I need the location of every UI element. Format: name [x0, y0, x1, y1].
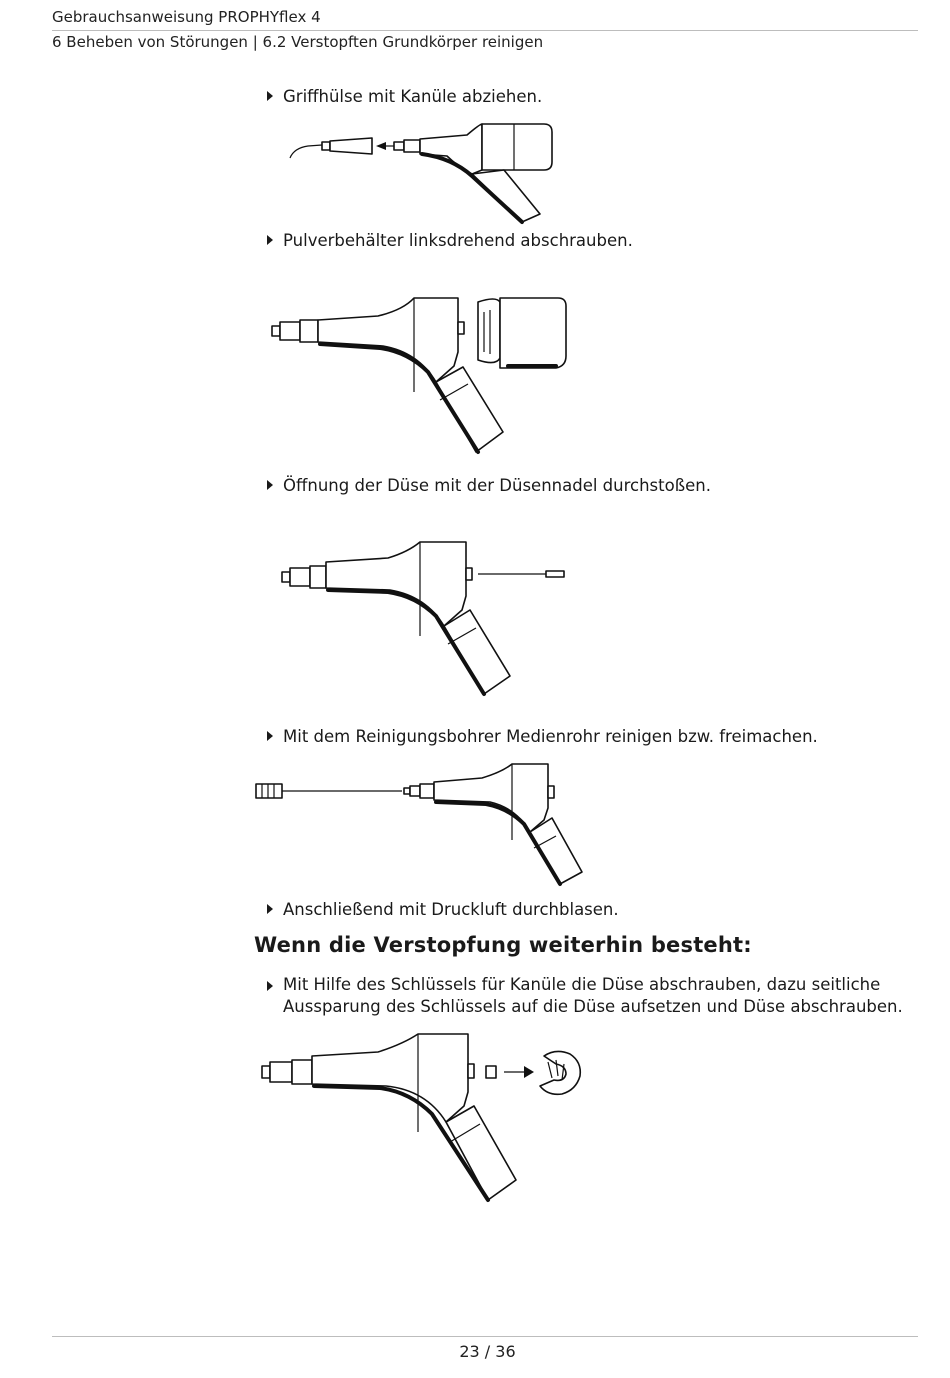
page-number: 23 / 36	[459, 1342, 516, 1361]
header-divider	[52, 30, 918, 31]
instruction-step-6	[267, 974, 903, 1018]
instruction-step-5	[267, 899, 619, 921]
step-text-line-1: Mit Hilfe des Schlüssels für Kanüle die Düse abschrauben, dazu seitliche	[283, 975, 881, 994]
document-title: Gebrauchsanweisung PROPHYflex 4	[52, 8, 321, 26]
step-text-line-2: Aussparung des Schlüssels auf die Düse aufsetzen und Düse abschrauben.	[283, 997, 903, 1016]
step-bullet-icon	[267, 480, 273, 490]
step-bullet-icon	[267, 235, 273, 245]
illustration-remove-sleeve	[282, 118, 572, 226]
instruction-step-1	[267, 86, 542, 108]
illustration-pierce-nozzle	[278, 538, 573, 700]
step-bullet-icon	[267, 981, 273, 991]
illustration-unscrew-powder-container	[268, 292, 578, 460]
footer-divider	[52, 1336, 918, 1337]
step-text: Griffhülse mit Kanüle abziehen.	[283, 87, 543, 106]
illustration-unscrew-nozzle-with-key	[258, 1030, 588, 1206]
step-text: Mit dem Reinigungsbohrer Medienrohr reinigen bzw. freimachen.	[283, 727, 818, 746]
breadcrumb: 6 Beheben von Störungen | 6.2 Verstopften Grundkörper reinigen	[52, 33, 544, 51]
step-bullet-icon	[267, 731, 273, 741]
step-text: Pulverbehälter linksdrehend abschrauben.	[283, 231, 633, 250]
section-heading: Wenn die Verstopfung weiterhin besteht:	[254, 933, 752, 957]
instruction-step-2	[267, 230, 633, 252]
step-bullet-icon	[267, 91, 273, 101]
step-text: Öffnung der Düse mit der Düsennadel durchstoßen.	[283, 476, 711, 495]
step-text: Anschließend mit Druckluft durchblasen.	[283, 900, 619, 919]
step-bullet-icon	[267, 904, 273, 914]
illustration-cleaning-drill	[254, 760, 589, 888]
instruction-step-4	[267, 726, 818, 748]
instruction-step-3	[267, 475, 711, 497]
